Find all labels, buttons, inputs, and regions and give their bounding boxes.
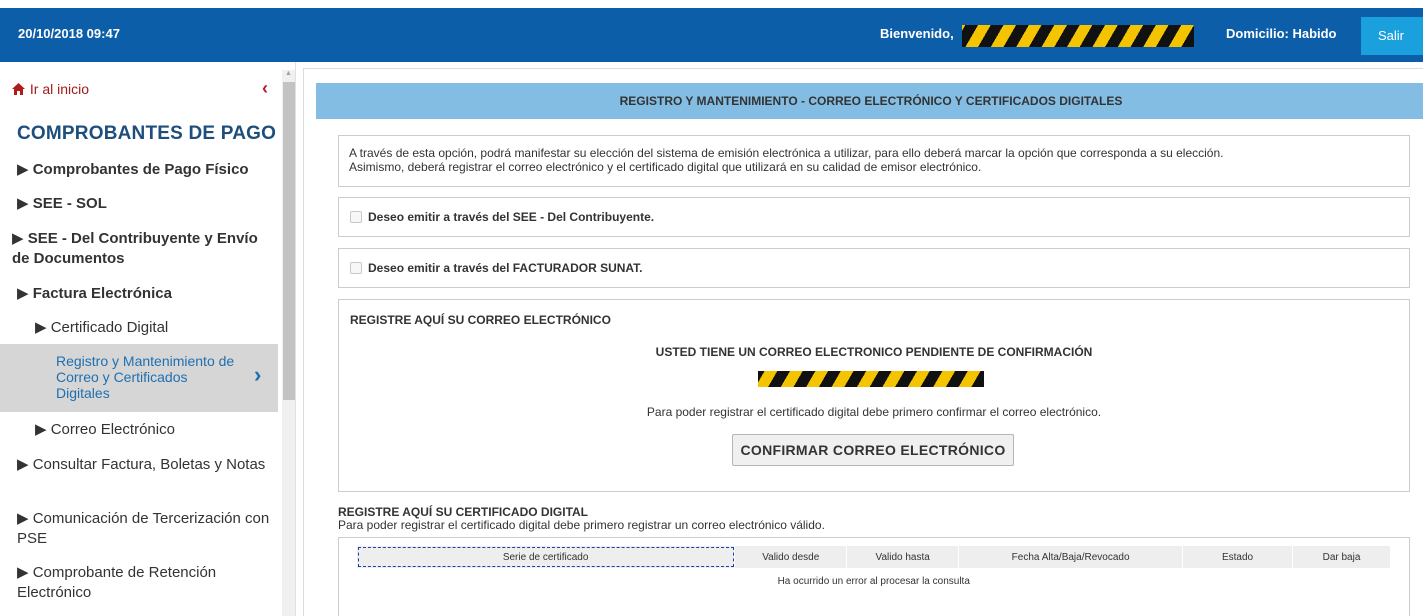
sidebar-item-retencion-electronico[interactable]: ▶ Comprobante de Retención Electrónico xyxy=(17,564,217,601)
welcome-text: Bienvenido, xyxy=(880,26,954,41)
column-header-serie[interactable]: Serie de certificado xyxy=(357,546,735,568)
sidebar-item-factura-electronica[interactable]: ▶ Factura Electrónica xyxy=(17,285,172,302)
scrollbar-thumb[interactable] xyxy=(283,82,295,400)
email-section-title: REGISTRE AQUÍ SU CORREO ELECTRÓNICO xyxy=(350,313,611,327)
column-header-fecha[interactable]: Fecha Alta/Baja/Revocado xyxy=(959,546,1183,568)
sidebar-item-certificado-digital[interactable]: ▶ Certificado Digital xyxy=(35,319,169,336)
scroll-up-icon[interactable]: ▲ xyxy=(285,70,292,77)
option-facturador-sunat[interactable] xyxy=(350,261,643,275)
intro-panel xyxy=(338,135,1410,187)
redacted-user-name xyxy=(962,25,1194,47)
column-header-valido-desde[interactable]: Valido desde xyxy=(735,546,847,568)
sidebar-item-comprobantes-fisico[interactable]: ▶ Comprobantes de Pago Físico xyxy=(17,161,249,178)
confirm-email-button[interactable]: CONFIRMAR CORREO ELECTRÓNICO xyxy=(732,434,1014,466)
home-link[interactable] xyxy=(12,81,89,98)
certificates-panel xyxy=(338,537,1410,616)
sidebar xyxy=(0,62,296,616)
pending-confirmation-text: USTED TIENE UN CORREO ELECTRONICO PENDIENTE DE CONFIRMACIÓN xyxy=(655,345,1093,359)
sidebar-item-see-sol[interactable]: ▶ SEE - SOL xyxy=(17,195,107,212)
email-registration-panel xyxy=(338,299,1410,492)
logout-button[interactable]: Salir xyxy=(1361,17,1423,55)
collapse-sidebar-icon[interactable]: ‹ xyxy=(262,78,268,98)
redacted-email xyxy=(758,371,984,387)
domicilio-status: Domicilio: Habido xyxy=(1226,26,1337,41)
see-contribuyente-checkbox[interactable] xyxy=(350,211,362,223)
datetime: 20/10/2018 09:47 xyxy=(18,26,120,41)
top-bar xyxy=(0,8,1423,62)
sidebar-item-tercerizacion-pse[interactable]: ▶ Comunicación de Tercerización con PSE xyxy=(17,510,270,547)
cert-section-note: Para poder registrar el certificado digital debe primero registrar un correo electrónico válido. xyxy=(338,518,825,532)
home-icon xyxy=(12,82,26,98)
certificates-table xyxy=(357,546,1391,594)
cert-section-title: REGISTRE AQUÍ SU CERTIFICADO DIGITAL xyxy=(338,505,589,519)
sidebar-item-label: Registro y Mantenimiento de Correo y Certificados Digitales xyxy=(56,353,235,401)
column-header-estado[interactable]: Estado xyxy=(1183,546,1293,568)
option-see-contribuyente-panel xyxy=(338,197,1410,237)
table-header-row xyxy=(357,546,1391,568)
option-label: Deseo emitir a través del SEE - Del Contribuyente. xyxy=(368,210,655,224)
chevron-right-icon: › xyxy=(254,362,262,387)
column-header-dar-baja[interactable]: Dar baja xyxy=(1293,546,1391,568)
intro-line-2: Asimismo, deberá registrar el correo electrónico y el certificado digital que utilizará en su calidad de emisor electrónico. xyxy=(349,160,982,174)
page-title: REGISTRO Y MANTENIMIENTO - CORREO ELECTRÓNICO Y CERTIFICADOS DIGITALES xyxy=(316,83,1423,119)
table-row xyxy=(357,568,1391,594)
email-note: Para poder registrar el certificado digital debe primero confirmar el correo electrónico. xyxy=(646,405,1102,419)
sidebar-item-correo-electronico[interactable]: ▶ Correo Electrónico xyxy=(35,421,175,438)
option-see-contribuyente[interactable] xyxy=(350,210,654,224)
sidebar-item-see-contribuyente[interactable]: ▶ SEE - Del Contribuyente y Envío de Documentos xyxy=(12,230,258,267)
option-facturador-panel xyxy=(338,248,1410,288)
option-label: Deseo emitir a través del FACTURADOR SUNAT. xyxy=(368,261,643,275)
sidebar-item-consultar-factura[interactable]: ▶ Consultar Factura, Boletas y Notas xyxy=(17,456,266,473)
table-error-message: Ha ocurrido un error al procesar la consulta xyxy=(777,575,970,587)
home-label: Ir al inicio xyxy=(29,81,90,97)
column-header-valido-hasta[interactable]: Valido hasta xyxy=(847,546,959,568)
sidebar-scrollbar[interactable] xyxy=(282,70,296,616)
facturador-sunat-checkbox[interactable] xyxy=(350,262,362,274)
intro-line-1: A través de esta opción, podrá manifestar su elección del sistema de emisión electrónica a utilizar, para ello deberá marcar la opción que corresponda a su elección. xyxy=(349,146,1224,160)
sidebar-item-registro-mantenimiento[interactable] xyxy=(0,344,278,412)
section-title: COMPROBANTES DE PAGO xyxy=(17,123,277,144)
